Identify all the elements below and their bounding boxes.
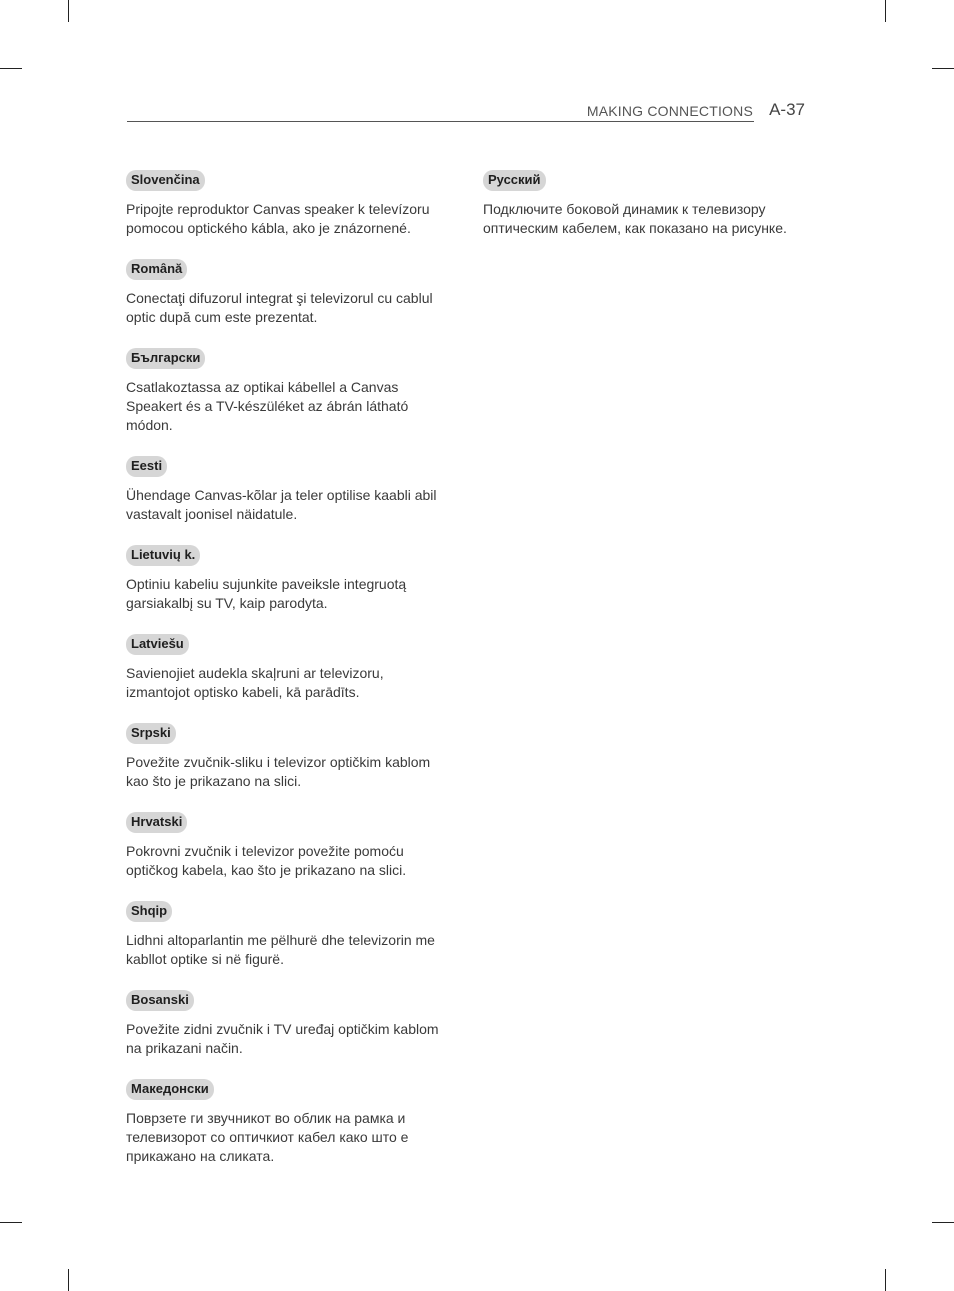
- language-block-bulgarian: [126, 348, 456, 435]
- language-block-srpski: [126, 723, 456, 791]
- language-block-shqip: [126, 901, 456, 969]
- language-label: Lietuvių k.: [126, 545, 200, 566]
- instruction-text: Поврзете ги звучникот во облик на рамка и телевизорот со оптичкиот кабел како што е прикажано на сликата.: [126, 1110, 409, 1164]
- language-label: Eesti: [126, 456, 167, 477]
- crop-mark: [885, 1269, 886, 1291]
- instruction-text: Pripojte reproduktor Canvas speaker k televízoru pomocou optického kábla, ako je znázornené.: [126, 201, 430, 236]
- language-label: Shqip: [126, 901, 172, 922]
- instruction-text: Lidhni altoparlantin me pëlhurë dhe televizorin me kabllot optike si në figurë.: [126, 932, 435, 967]
- instruction-text: Povežite zidni zvučnik i TV uređaj optičkim kablom na prikazani način.: [126, 1021, 439, 1056]
- language-label: Hrvatski: [126, 812, 187, 833]
- crop-mark: [0, 1222, 22, 1223]
- language-block-romana: [126, 259, 456, 327]
- header-rule: [127, 121, 754, 122]
- language-block-latviesu: [126, 634, 456, 702]
- crop-mark: [932, 1222, 954, 1223]
- language-block-slovencina: [126, 170, 456, 238]
- right-column: [483, 170, 813, 259]
- instruction-text: Conectaţi difuzorul integrat şi televizorul cu cablul optic după cum este prezentat.: [126, 290, 433, 325]
- left-column: [126, 170, 456, 1187]
- crop-mark: [68, 0, 69, 22]
- section-title: MAKING CONNECTIONS: [586, 103, 753, 119]
- instruction-text: Pokrovni zvučnik i televizor povežite pomoću optičkog kabela, kao što je prikazano na slici.: [126, 843, 407, 878]
- instruction-text: Savienojiet audekla skaļruni ar televizoru, izmantojot optisko kabeli, kā parādīts.: [126, 665, 384, 700]
- crop-mark: [885, 0, 886, 22]
- instruction-text: Povežite zvučnik-sliku i televizor optičkim kablom kao što je prikazano na slici.: [126, 754, 431, 789]
- crop-mark: [68, 1269, 69, 1291]
- language-label: Srpski: [126, 723, 176, 744]
- instruction-text: Optiniu kabeliu sujunkite paveiksle integruotą garsiakalbį su TV, kaip parodyta.: [126, 576, 407, 611]
- language-label: Română: [126, 259, 187, 280]
- language-block-hrvatski: [126, 812, 456, 880]
- language-label: Bosanski: [126, 990, 194, 1011]
- instruction-text: Подключите боковой динамик к телевизору оптическим кабелем, как показано на рисунке.: [483, 201, 787, 236]
- language-label: Македонски: [126, 1079, 214, 1100]
- language-block-russian: [483, 170, 813, 238]
- instruction-text: Ühendage Canvas-kõlar ja teler optilise kaabli abil vastavalt joonisel näidatule.: [126, 487, 437, 522]
- language-block-makedonski: [126, 1079, 456, 1166]
- language-label: Български: [126, 348, 205, 369]
- crop-mark: [932, 68, 954, 69]
- language-label: Русский: [483, 170, 546, 191]
- language-label: Slovenčina: [126, 170, 205, 191]
- crop-mark: [0, 68, 22, 69]
- page-number: A-37: [769, 100, 805, 119]
- language-block-bosanski: [126, 990, 456, 1058]
- language-block-lietuviu: [126, 545, 456, 613]
- language-block-eesti: [126, 456, 456, 524]
- page-header: [127, 98, 805, 122]
- language-label: Latviešu: [126, 634, 189, 655]
- instruction-text: Csatlakoztassa az optikai kábellel a Canvas Speakert és a TV-készüléket az ábrán látható módon.: [126, 379, 409, 433]
